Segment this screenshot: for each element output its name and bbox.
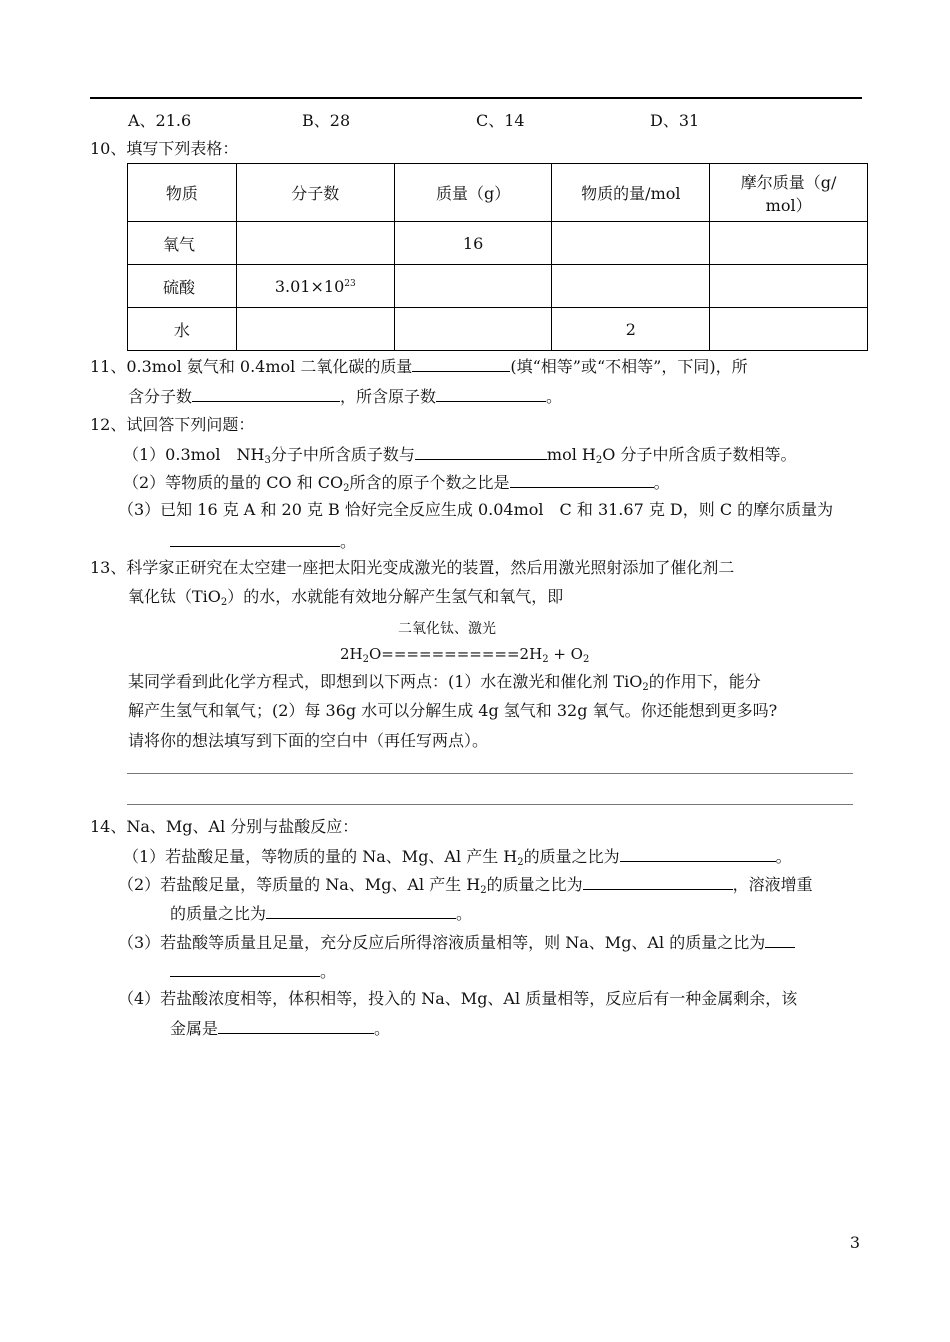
q11-blank-molecules[interactable] [192,385,340,402]
q12-sub3: （3）已知 16 克 A 和 20 克 B 恰好完全反应生成 0.04mol C 和 31.67 克 D，则 C 的摩尔质量为 [118,500,834,519]
q12-s1-text-b: 分子中所含质子数与 [270,445,415,464]
eq-sub-1: 2 [362,654,369,665]
q13-line3 [128,671,761,699]
header-moles: 物质的量/mol [552,164,710,222]
q14-sub2-line2 [170,902,472,925]
q12-s2-text-b: 所含的原子个数之比是 [349,473,510,492]
q13-line4: 解产生氢气和氧气；(2）每 36g 水可以分解生成 4g 氢气和 32g 氧气。你还能想到更多吗? [128,701,778,720]
cell-molecules[interactable] [236,308,394,351]
q12-s2-text-a: （2）等物质的量的 CO 和 CO [123,473,344,492]
q14-s1-text-b: 的质量之比为 [523,847,620,866]
eq-a: 2H [340,645,363,663]
q14-sub1 [123,845,792,874]
q12-sub1 [123,443,796,472]
q14-s2-text-b: 的质量之比为 [486,875,583,894]
q12-s3-end: 。 [340,532,357,551]
table-header-row [128,164,868,222]
eq-b: O===========2H [369,645,543,663]
q14-sub4: （4）若盐酸浓度相等，体积相等，投入的 Na、Mg、Al 质量相等，反应后有一种金属剩余，该 [118,989,798,1008]
q14-s3-text-a: （3）若盐酸等质量且足量，充分反应后所得溶液质量相等，则 Na、Mg、Al 的质量之比为 [118,933,766,952]
q12-s2-sub: 2 [343,483,350,494]
table-row [128,308,868,351]
q11-blank-atoms[interactable] [436,385,546,402]
cell-molar-mass[interactable] [710,222,868,265]
q14-s1-text-c: 。 [775,847,792,866]
q14-sub4-line2 [170,1017,390,1040]
q14-s3-text-b: 。 [320,962,337,981]
q12-s1-sub-b: 2 [595,455,603,466]
q14-s1-text-a: （1）若盐酸足量，等物质的量的 Na、Mg、Al 产生 H [123,847,518,866]
q14-s2-text-a: （2）若盐酸足量，等质量的 Na、Mg、Al 产生 H [118,875,481,894]
header-molecules: 分子数 [236,164,394,222]
q13-line1: 13、科学家正研究在太空建一座把太阳光变成激光的装置，然后用激光照射添加了催化剂二 [90,558,735,577]
q14-blank-4a[interactable] [765,931,795,948]
q12-sub2 [123,471,670,500]
cell-molecules[interactable] [236,222,394,265]
cell-moles: 2 [552,308,710,351]
q14-blank-3[interactable] [266,902,456,919]
header-rule [90,97,862,99]
cell-moles[interactable] [552,222,710,265]
q13-l2-text-b: ）的水，水就能有效地分解产生氢气和氧气，即 [227,587,564,606]
cell-molecules [236,265,394,308]
option-b: B、28 [302,111,351,130]
q10-title: 10、填写下列表格： [90,139,239,158]
q14-s1-sub: 2 [517,857,524,868]
cell-name: 硫酸 [128,265,237,308]
q12-blank-1[interactable] [415,443,547,460]
q12-blank-2[interactable] [510,471,654,488]
cell-mass[interactable] [394,265,552,308]
header-molar-mass-line2: mol） [765,195,812,215]
cell-molar-mass[interactable] [710,308,868,351]
q11-blank-mass[interactable] [412,355,510,372]
q11-line2 [128,385,562,408]
q12-blank-3[interactable] [170,530,340,547]
q10-table [127,163,868,351]
q11-text-5: 。 [546,387,563,406]
q12-s1-text-a: （1）0.3mol NH [123,445,265,464]
page-number: 3 [849,1233,860,1252]
q11-text-4: ，所含原子数 [340,387,437,406]
q12-title: 12、试回答下列问题： [90,415,255,434]
q13-l2-text-a: 氧化钛（TiO [128,587,221,606]
table-row [128,222,868,265]
header-molar-mass [710,164,868,222]
cell-moles[interactable] [552,265,710,308]
header-mass: 质量（g） [394,164,552,222]
q14-s4-text-b: 金属是 [170,1019,219,1038]
q14-sub2 [118,873,813,902]
q14-s2-text-e: 。 [456,904,473,923]
molecules-exponent: 23 [344,278,356,289]
option-a: A、21.6 [128,111,192,130]
q13-l3-text-a: 某同学看到此化学方程式，即想到以下两点：(1）水在激光和催化剂 TiO [128,672,643,691]
q14-blank-4b[interactable] [170,960,320,977]
q11-text-1: 11、0.3mol 氨气和 0.4mol 二氧化碳的质量 [90,357,413,376]
option-d: D、31 [650,111,700,130]
q13-line2 [128,586,563,614]
eq-sub-2: 2 [542,654,549,665]
eq-c: + O [548,645,583,663]
q13-l3-text-b: 的作用下，能分 [648,672,761,691]
cell-name: 氧气 [128,222,237,265]
q12-sub3-line2 [170,530,356,553]
q14-blank-2[interactable] [583,873,733,890]
q12-s1-text-d: O 分子中所含质子数相等。 [602,445,797,464]
header-molar-mass-line1: 摩尔质量（g/ [740,172,837,192]
q14-title: 14、Na、Mg、Al 分别与盐酸反应： [90,817,359,836]
q14-s2-text-c: ，溶液增重 [732,875,813,894]
q12-s1-text-c: mol H [546,445,596,464]
answer-line-2[interactable] [127,804,853,805]
q14-blank-5[interactable] [218,1017,374,1034]
eq-sub-3: 2 [582,654,590,665]
header-substance: 物质 [128,164,237,222]
cell-mass[interactable] [394,308,552,351]
reaction-condition: 二氧化钛、激光 [398,621,496,637]
q14-s2-text-d: 的质量之比为 [170,904,267,923]
q14-sub3 [118,931,795,954]
q12-s1-sub-a: 3 [264,455,271,466]
q11-line1 [90,355,748,378]
q13-l2-sub: 2 [220,597,228,608]
q13-line5: 请将你的想法填写到下面的空白中（再任写两点）。 [128,731,489,750]
q11-text-2: (填“相等”或“不相等”，下同)，所 [510,357,748,376]
q12-s2-text-c: 。 [653,473,670,492]
molecules-base: 3.01×10 [274,276,345,296]
chemical-equation [340,643,589,671]
q13-l3-sub: 2 [642,682,649,693]
q14-sub3-line2 [170,960,336,983]
cell-name: 水 [128,308,237,351]
q14-s4-text-c: 。 [374,1019,391,1038]
table-row [128,265,868,308]
q11-text-3: 含分子数 [128,387,193,406]
option-c: C、14 [476,111,525,130]
answer-line-1[interactable] [127,773,853,774]
cell-mass: 16 [394,222,552,265]
cell-molar-mass[interactable] [710,265,868,308]
q14-s2-sub: 2 [480,885,487,896]
q14-blank-1[interactable] [620,845,776,862]
